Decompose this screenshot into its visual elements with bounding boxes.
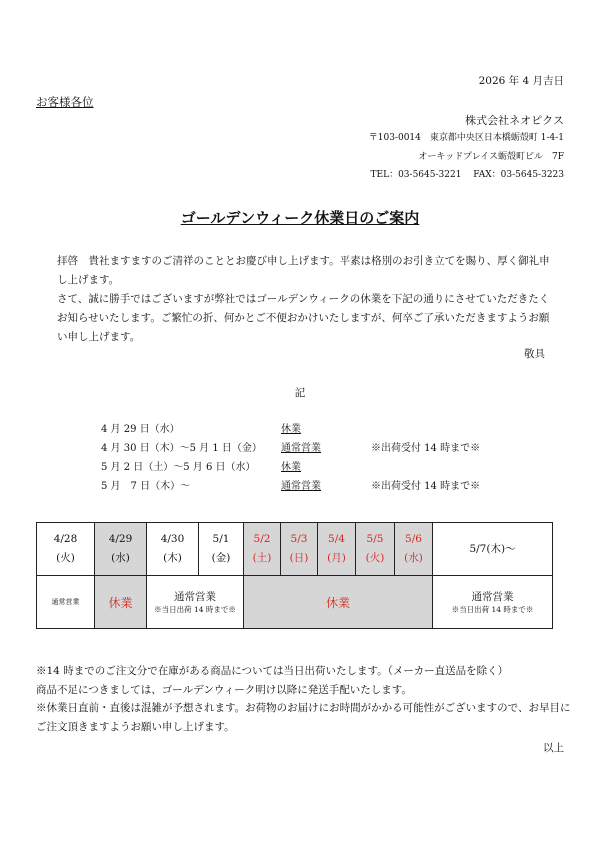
schedule-note: ※出荷受付 14 時まで※ xyxy=(371,443,481,454)
company-address-line2: オーキッドプレイス蛎殻町ビル 7F xyxy=(418,152,564,162)
holiday-calendar xyxy=(36,522,553,629)
status-normal-cell: 通常営業 ※当日出荷 14 時まで※ xyxy=(147,576,244,629)
footer-notes xyxy=(36,662,576,736)
calendar-date-cell: 4/30 (木) xyxy=(147,523,199,576)
calendar-date-cell: 5/7(木)～ xyxy=(433,523,553,576)
company-name: 株式会社ネオピクス xyxy=(465,114,564,127)
calendar-date-cell: 5/3 (日) xyxy=(281,523,318,576)
schedule-status: 休業 xyxy=(281,462,301,473)
schedule-status: 通常営業 xyxy=(281,481,321,492)
footer-note: ※休業日直前・直後は混雑が予想されます。お荷物のお届けにお時間がかかる可能性がございますので、お早目にご注文頂きますようお願い申し上げます。 xyxy=(36,702,571,733)
calendar-date-cell: 5/4 (月) xyxy=(318,523,356,576)
status-closed-cell: 休業 xyxy=(95,576,147,629)
footer-note: ※14 時までのご注文分で在庫がある商品については当日出荷いたします。（メーカー直送品を除く） xyxy=(36,665,509,677)
schedule-period: 4 月 30 日（木）～5 月 1 日（金） xyxy=(101,443,262,454)
status-closed-cell: 休業 xyxy=(244,576,433,629)
document-date: 2026 年 4 月吉日 xyxy=(478,75,564,87)
schedule-period: 5 月 7 日（木）～ xyxy=(101,481,191,492)
closing-ijo: 以上 xyxy=(543,742,564,754)
calendar-date-cell: 4/29 (水) xyxy=(95,523,147,576)
calendar-status-row xyxy=(37,576,553,629)
schedule-period: 5 月 2 日（土）～5 月 6 日（水） xyxy=(101,462,256,473)
calendar-date-cell: 5/1 (金) xyxy=(199,523,244,576)
closing-keigu: 敬具 xyxy=(524,348,545,360)
calendar-date-cell: 4/28 (火) xyxy=(37,523,95,576)
letter-body xyxy=(57,252,553,347)
calendar-date-cell: 5/6 (水) xyxy=(395,523,433,576)
schedule-note: ※出荷受付 14 時まで※ xyxy=(371,481,481,492)
company-contact: TEL：03-5645-3221 FAX：03-5645-3223 xyxy=(370,170,564,180)
greeting-paragraph: 拝啓 貴社ますますのご清祥のこととお慶び申し上げます。平素は格別のお引き立てを賜り、厚く御礼申し上げます。 xyxy=(57,255,550,286)
calendar-date-row xyxy=(37,523,553,576)
page-title: ゴールデンウィーク休業日のご案内 xyxy=(180,209,420,227)
ki-heading: 記 xyxy=(294,387,306,399)
schedule-status: 休業 xyxy=(281,424,301,435)
notice-paragraph: さて、誠に勝手ではございますが弊社ではゴールデンウィークの休業を下記の通りにさせていただきたくお知らせいたします。ご繁忙の折、何かとご不便おかけいたしますが、何卒ご了承いただきますようお願い申し上げます。 xyxy=(57,293,550,343)
status-normal-cell: 通常営業 xyxy=(37,576,95,629)
addressee: お客様各位 xyxy=(36,95,94,109)
calendar-date-cell: 5/5 (火) xyxy=(356,523,395,576)
schedule-status: 通常営業 xyxy=(281,443,321,454)
company-address-line1: 〒103-0014 東京都中央区日本橋蛎殻町 1-4-1 xyxy=(368,133,564,143)
status-normal-cell: 通常営業 ※当日出荷 14 時まで※ xyxy=(433,576,553,629)
schedule-period: 4 月 29 日（水） xyxy=(101,424,180,435)
footer-note: 商品不足につきましては、ゴールデンウィーク明け以降に発送手配いたします。 xyxy=(36,683,412,696)
calendar-date-cell: 5/2 (土) xyxy=(244,523,281,576)
